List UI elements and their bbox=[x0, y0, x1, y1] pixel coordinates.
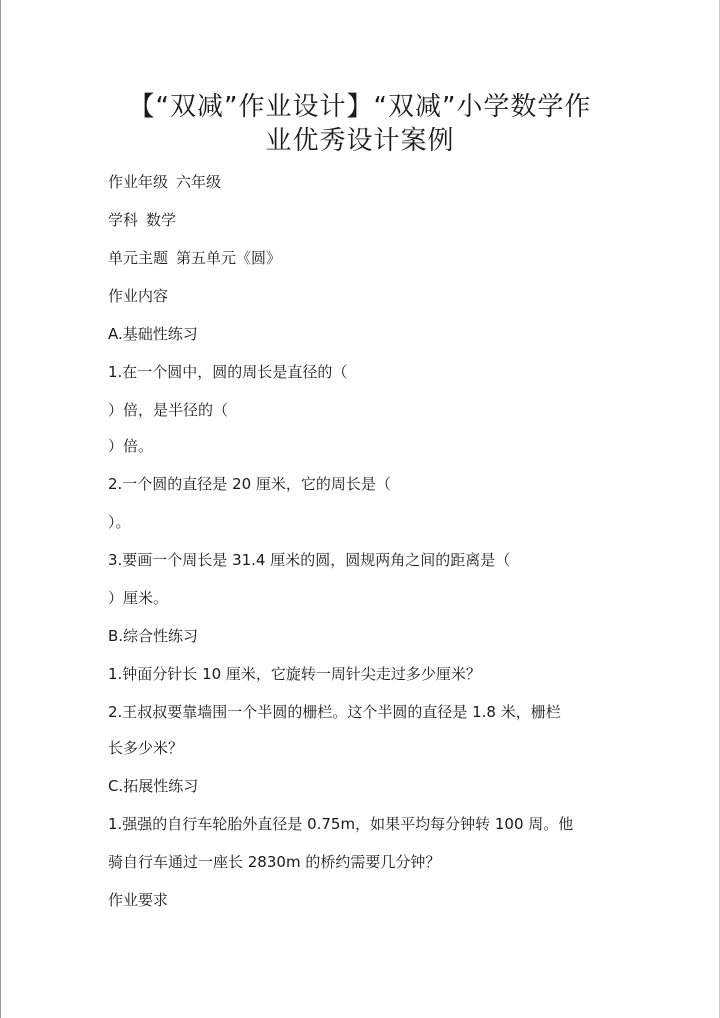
subject-value: 数学 bbox=[146, 211, 177, 229]
document-title bbox=[70, 90, 650, 158]
subject-row bbox=[108, 210, 176, 230]
content-heading: 作业内容 bbox=[108, 287, 169, 305]
subject-label: 学科 bbox=[108, 211, 139, 229]
grade-label: 作业年级 bbox=[108, 173, 169, 191]
title-line-2: 业优秀设计案例 bbox=[265, 126, 455, 156]
requirements-heading: 作业要求 bbox=[108, 891, 169, 909]
title-line-1: 【“双减”作业设计】“双减”小学数学作 bbox=[128, 92, 592, 122]
unit-value: 第五单元《圆》 bbox=[176, 249, 282, 267]
section-a-line: ）倍。 bbox=[108, 437, 154, 455]
section-a-line: ）。 bbox=[108, 513, 131, 531]
section-c-heading: C.拓展性练习 bbox=[108, 777, 199, 795]
section-a-heading: A.基础性练习 bbox=[108, 325, 198, 343]
section-a-line: ）厘米。 bbox=[108, 589, 169, 607]
unit-label: 单元主题 bbox=[108, 249, 169, 267]
section-a-line: 2.一个圆的直径是 20 厘米，它的周长是（ bbox=[108, 475, 391, 493]
section-b-heading: B.综合性练习 bbox=[108, 627, 199, 645]
unit-row bbox=[108, 248, 281, 268]
grade-row bbox=[108, 172, 221, 192]
section-b-line: 长多少米？ bbox=[108, 739, 184, 757]
section-c-line: 1.强强的自行车轮胎外直径是 0.75m，如果平均每分钟转 100 周。他 bbox=[108, 815, 574, 833]
section-b-line: 2.王叔叔要靠墙围一个半圆的栅栏。这个半圆的直径是 1.8 米，栅栏 bbox=[108, 703, 561, 721]
grade-value: 六年级 bbox=[176, 173, 222, 191]
section-a-line: 3.要画一个周长是 31.4 厘米的圆，圆规两角之间的距离是（ bbox=[108, 551, 511, 569]
section-b-line: 1.钟面分针长 10 厘米，它旋转一周针尖走过多少厘米？ bbox=[108, 665, 481, 683]
page-left-border bbox=[0, 0, 1, 1018]
section-a-line: 1.在一个圆中，圆的周长是直径的（ bbox=[108, 363, 348, 381]
section-a-line: ）倍，是半径的（ bbox=[108, 401, 229, 419]
section-c-line: 骑自行车通过一座长 2830m 的桥约需要几分钟？ bbox=[108, 853, 441, 871]
